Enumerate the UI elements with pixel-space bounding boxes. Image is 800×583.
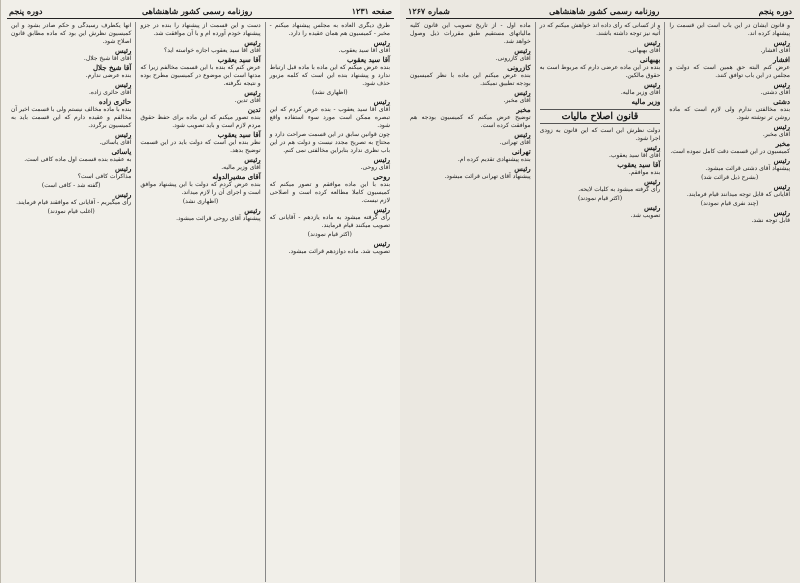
column <box>135 22 264 582</box>
paragraph: بنده عرض میکنم این ماده با نظر کمیسیون بودجه تطبیق نمیکند. <box>409 72 531 87</box>
paragraph: دولت نظرش این است که این قانون به زودی اجرا شود. <box>539 127 661 142</box>
paragraph: مذاکرات کافی است؟ <box>77 173 132 180</box>
speaker-name: آقا سید یعقوب <box>617 160 661 169</box>
paragraph: آقای دشتی. <box>760 89 790 96</box>
stage-note: (اکثر قیام نمودند) <box>307 231 352 238</box>
paragraph: آقای تهرانی. <box>499 139 531 146</box>
paragraph: آقای آقا شیخ جلال. <box>83 55 132 62</box>
speaker-name: آقا شیخ جلال <box>92 63 132 72</box>
stage-note: (گفته شد - کافی است) <box>41 182 101 189</box>
paragraph: و از کسانی که رأی داده اند خواهش میکنم که در آتیه نیز توجه داشته باشند. <box>539 22 661 37</box>
paragraph: توضیح عرض میکنم که کمیسیون بودجه هم موافقت کرده است. <box>409 114 531 129</box>
paragraph: ماده اول - از تاریخ تصویب این قانون کلیه مالیاتهای مستقیم طبق مقررات ذیل وصول خواهد شد. <box>409 22 531 45</box>
page-header <box>7 4 394 19</box>
stage-note: (چند نفری قیام نمودند) <box>700 200 759 207</box>
speaker-name: رئیس <box>373 239 390 248</box>
paragraph: بنده در این ماده عرضی دارم که مربوط است به حقوق مالکین. <box>539 64 661 79</box>
speaker-name: رئیس <box>643 177 661 186</box>
speaker-name: رئیس <box>773 156 790 165</box>
speaker-name: رئیس <box>244 206 261 215</box>
paragraph: بنده موافقم. <box>628 169 661 176</box>
stage-note: (اغلب قیام نمودند) <box>47 208 95 215</box>
speaker-name: افشار <box>772 55 790 64</box>
text-columns <box>406 22 794 582</box>
paragraph: آقای یاسائی. <box>99 139 132 146</box>
term-label: دوره پنجم <box>758 5 792 16</box>
paragraph: رأی میگیریم - آقایانی که موافقند قیام فرمایند. <box>16 199 132 206</box>
paragraph: تصویب شد. ماده دوازدهم قرائت میشود. <box>288 248 390 255</box>
paragraph: بنده عرض کردم که دولت با این پیشنهاد موافق است و اجرای آن را لازم میداند. <box>140 181 261 196</box>
newspaper-name: روزنامه رسمی کشور شاهنشاهی <box>549 5 660 16</box>
page-header <box>406 4 794 19</box>
newspaper-name: روزنامه رسمی کشور شاهنشاهی <box>141 5 253 16</box>
speaker-name: تهرانی <box>511 147 531 156</box>
speaker-name: آقای مشیرالدوله <box>212 172 261 181</box>
speaker-name: رئیس <box>773 122 790 131</box>
speaker-name: رئیس <box>244 88 261 97</box>
paragraph: پیشنهاد آقای روحی قرائت میشود. <box>176 215 261 222</box>
speaker-name: رئیس <box>514 88 531 97</box>
paragraph: بنده عرض میکنم که این ماده با ماده قبل ارتباط ندارد و پیشنهاد بنده این است که کلمه مزبور حذف شود. <box>269 64 390 87</box>
speaker-name: رئیس <box>373 155 390 164</box>
column <box>664 22 794 582</box>
paragraph: آقای مخبر. <box>762 131 790 138</box>
speaker-name: تدین <box>247 105 261 114</box>
speaker-name: رئیس <box>114 190 132 199</box>
speaker-name: حائری زاده <box>99 97 132 106</box>
column <box>535 22 665 582</box>
paragraph: آقای وزیر مالیه. <box>221 164 261 171</box>
term-label: دوره پنجم <box>9 5 43 16</box>
paragraph: و قانون ایشان در این باب است این قسمت را پیشنهاد کرده اند. <box>669 22 790 37</box>
speaker-name: دشتی <box>773 97 790 106</box>
speaker-name: مخبر <box>516 105 531 114</box>
speaker-name: رئیس <box>643 80 661 89</box>
paragraph: آقای تدین. <box>234 97 261 104</box>
speaker-name: رئیس <box>773 80 790 89</box>
speaker-name: مخبر <box>775 139 790 148</box>
paragraph: آقای بهبهانی. <box>627 47 661 54</box>
speaker-name: رئیس <box>373 38 390 47</box>
paragraph: آقایانی که قابل توجه میدانند قیام فرمایند. <box>686 191 790 198</box>
column <box>265 22 394 582</box>
stage-note: (بشرح ذیل قرائت شد) <box>701 174 759 181</box>
speaker-name: رئیس <box>514 130 531 139</box>
paragraph: عرض کنم البته حق همین است که دولت و مجلس در این باب توافق کنند. <box>669 64 790 79</box>
speaker-name: رئیس <box>373 205 390 214</box>
speaker-name: رئیس <box>114 46 132 55</box>
speaker-name: روحی <box>373 172 390 181</box>
paragraph: آقای مخبر. <box>503 97 531 104</box>
speaker-name: رئیس <box>643 143 661 152</box>
speaker-name: کازرونی <box>507 63 531 72</box>
paragraph: آقای وزیر مالیه. <box>620 89 661 96</box>
paragraph: پیشنهاد آقای تهرانی قرائت میشود. <box>444 173 531 180</box>
speaker-name: وزیر مالیه <box>631 97 661 106</box>
paragraph: آقای حائری زاده. <box>88 89 132 96</box>
paragraph: آقای آقا سید یعقوب. <box>338 47 390 54</box>
paragraph: پیشنهاد آقای دشتی قرائت میشود. <box>705 165 790 172</box>
speaker-name: رئیس <box>514 46 531 55</box>
paragraph: رأی گرفته میشود به کلیات لایحه. <box>578 186 661 193</box>
paragraph: به عقیده بنده قسمت اول ماده کافی است. <box>24 156 132 163</box>
paragraph: بنده با ماده مخالف نیستم ولی با قسمت اخیر آن مخالفم و عقیده دارم که این قسمت باید به کمیسیون برگردد. <box>11 106 132 129</box>
paragraph: بنده پیشنهادی تقدیم کرده ام. <box>457 156 531 163</box>
speaker-name: آقا سید یعقوب <box>217 55 261 64</box>
paragraph: عرض کنم که بنده با این قسمت مخالفم زیرا که مدتها است این موضوع در کمیسیون مطرح بوده و نتیجه نگرفته. <box>140 64 261 87</box>
stage-note: (اظهاری نشد) <box>182 198 219 205</box>
paragraph: تصویب شد. <box>630 212 661 219</box>
section-title: قانون اصلاح مالیات <box>540 109 661 124</box>
paragraph: آقای آقا سید یعقوب - بنده عرض کردم که این تبصره ممکن است مورد سوء استفاده واقع شود. <box>269 106 390 129</box>
left-page <box>400 0 800 583</box>
paragraph: دست و این قسمت از پیشنهاد را بنده در جزو پیشنهاد خودم آورده ام و با آن موافقت شد. <box>140 22 261 37</box>
paragraph: آقای آقا سید یعقوب اجازه خواسته اید؟ <box>164 47 261 54</box>
page-number: شماره ۱۲۶۷ <box>408 5 450 16</box>
paragraph: طرق دیگری العاده به مجلس پیشنهاد میکنم - مخبر - کمیسیون هم همان عقیده را دارد. <box>269 22 390 37</box>
speaker-name: رئیس <box>773 38 790 47</box>
paragraph: آنها یکطرف رسیدگی و حکم صادر بشود و این کمیسیون نظرش این بود که ماده مطابق قانون اصلاح شود. <box>11 22 132 45</box>
speaker-name: آقا سید یعقوب <box>217 130 261 139</box>
speaker-name: رئیس <box>643 38 661 47</box>
paragraph: بنده تصور میکنم که این ماده برای حفظ حقوق مردم لازم است و باید تصویب شود. <box>140 114 261 129</box>
speaker-name: رئیس <box>114 130 132 139</box>
speaker-name: رئیس <box>114 164 132 173</box>
speaker-name: رئیس <box>514 164 531 173</box>
speaker-name: رئیس <box>773 208 790 217</box>
paragraph: بنده مخالفتی ندارم ولی لازم است که ماده روشن تر نوشته شود. <box>669 106 790 121</box>
paragraph: آقای آقا سید یعقوب. <box>608 152 661 159</box>
paragraph: کمیسیون در این قسمت دقت کامل نموده است. <box>670 148 790 155</box>
paragraph: بنده با این ماده موافقم و تصور میکنم که کمیسیون کاملا مطالعه کرده است و اصلاحی لازم نیست. <box>269 181 390 204</box>
text-columns <box>7 22 394 582</box>
speaker-name: رئیس <box>373 97 390 106</box>
paragraph: نظر بنده این است که دولت باید در این قسمت توضیح بدهد. <box>140 139 261 154</box>
speaker-name: رئیس <box>244 38 261 47</box>
paragraph: بنده عرضی ندارم. <box>85 72 132 79</box>
paragraph: قابل توجه نشد. <box>751 217 790 224</box>
stage-note: (اکثر قیام نمودند) <box>577 195 623 202</box>
column <box>406 22 535 582</box>
paragraph: آقای روحی. <box>360 164 390 171</box>
stage-note: (اظهاری نشد) <box>312 89 348 96</box>
paragraph: آقای کازرونی. <box>495 55 531 62</box>
speaker-name: رئیس <box>244 155 261 164</box>
paragraph: رأی گرفته میشود به ماده یازدهم - آقایانی که تصویب میکنند قیام فرمایند. <box>269 214 390 229</box>
speaker-name: رئیس <box>643 203 661 212</box>
speaker-name: رئیس <box>773 182 790 191</box>
speaker-name: یاسائی <box>111 147 132 156</box>
paragraph: چون قوانین سابق در این قسمت صراحت دارد و محتاج به تصریح مجدد نیست و دولت هم در این باب نظری ندارد بنابراین مخالفتی نمی کنم. <box>269 131 390 154</box>
speaker-name: آقا سید یعقوب <box>346 55 390 64</box>
paragraph: آقای افشار. <box>760 47 790 54</box>
page-number: صفحه ۱۲۳۱ <box>351 5 392 16</box>
speaker-name: رئیس <box>114 80 132 89</box>
column <box>7 22 135 582</box>
speaker-name: بهبهانی <box>639 55 661 64</box>
